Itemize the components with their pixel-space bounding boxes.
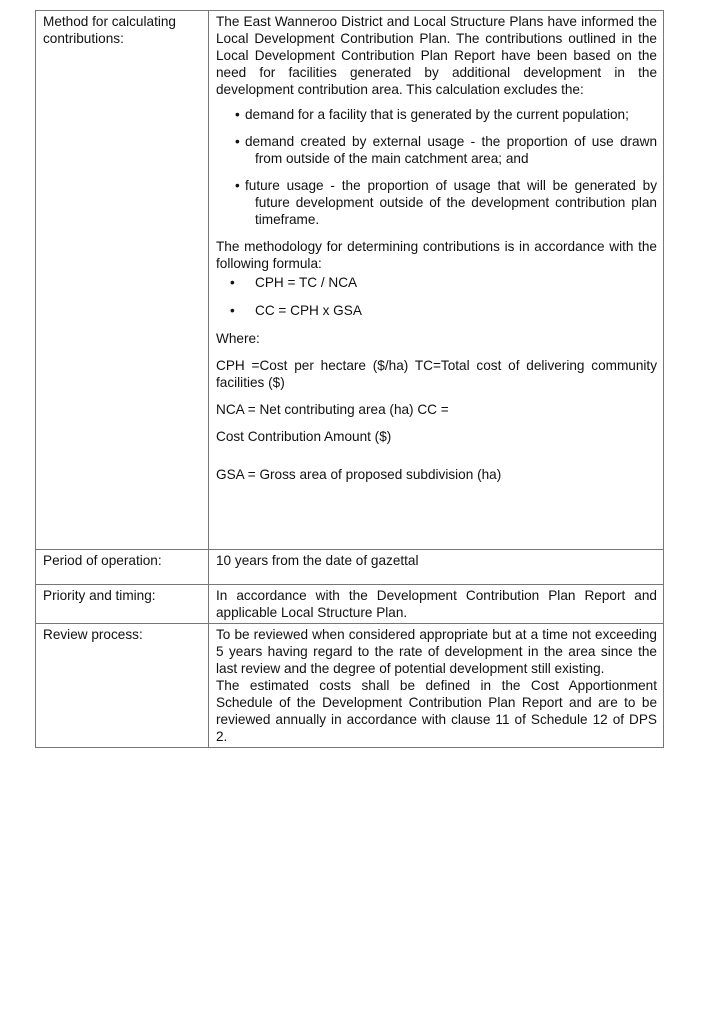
table-row-review — [36, 624, 664, 748]
exclusion-item-external-usage: • demand created by external usage - the proportion of use drawn from outside of the main catchment area; and — [216, 133, 657, 167]
table-row-priority — [36, 585, 664, 624]
review-content — [209, 624, 664, 748]
contribution-plan-table — [35, 10, 664, 748]
method-intro: The East Wanneroo District and Local Structure Plans have informed the Local Development Contribution Plan. The contributions outlined in the Local Development Contribution Plan Report have been based on the need for facilities generated by additional development in the development contribution area. This calculation excludes the: — [216, 14, 657, 97]
exclusion-item-current-population: • demand for a facility that is generated by the current population; — [216, 106, 657, 123]
period-label: Period of operation: — [36, 550, 209, 585]
definition-nca-cc: NCA = Net contributing area (ha) CC = — [216, 402, 449, 417]
priority-value: In accordance with the Development Contribution Plan Report and applicable Local Structure Plan. — [209, 585, 664, 624]
where-label: Where: — [216, 331, 260, 346]
exclusion-item-future-usage: • future usage - the proportion of usage that will be generated by future development outside of the development contribution plan timeframe. — [216, 177, 657, 228]
formula-cc: • CC = CPH x GSA — [216, 302, 657, 319]
formula-list — [216, 274, 657, 319]
review-paragraph-1: To be reviewed when considered appropriate but at a time not exceeding 5 years having regard to the rate of development in the area since the last review and the degree of potential development still existing. — [216, 627, 657, 676]
exclusions-list — [216, 106, 657, 228]
methodology-text: The methodology for determining contributions is in accordance with the following formula: — [216, 239, 657, 271]
formula-cph: • CPH = TC / NCA — [216, 274, 657, 291]
review-paragraph-2: The estimated costs shall be defined in the Cost Apportionment Schedule of the Development Contribution Plan Report and are to be reviewed annually in accordance with clause 11 of Schedule 12 of DPS 2. — [216, 678, 657, 744]
table-row-method — [36, 11, 664, 550]
review-label: Review process: — [36, 624, 209, 748]
method-content — [209, 11, 664, 550]
table-row-period — [36, 550, 664, 585]
priority-label: Priority and timing: — [36, 585, 209, 624]
method-label: Method for calculating contributions: — [36, 11, 209, 550]
definition-cost-contribution: Cost Contribution Amount ($) — [216, 429, 392, 444]
definition-cph-tc: CPH =Cost per hectare ($/ha) TC=Total cost of delivering community facilities ($) — [216, 358, 657, 390]
definition-gsa: GSA = Gross area of proposed subdivision (ha) — [216, 467, 502, 482]
period-value: 10 years from the date of gazettal — [209, 550, 664, 585]
